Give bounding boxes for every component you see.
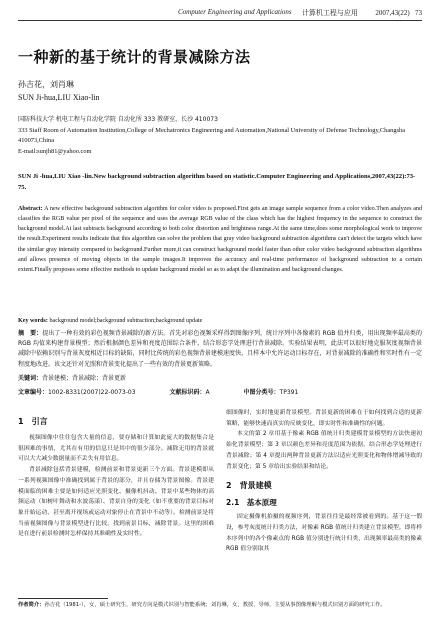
authors-cn: 孙吉花，刘肖琳 [18, 80, 74, 89]
abstract-cn-text: 提出了一种有效的彩色视频背景减除的新方法。首先对彩色视频采样得到图像序列，统计序列中各像素的 RGB 值并归类，用出现频率最高类的 RGB 均值来构建背景模型；然后根据颜色差异和亮度范围综合条件，结合形态学处理进行背景减除。实验结果表明，此法可以很好地克服灰度视频背景减除中依赖识别与背景灰度相近目标的缺陷，同时比传统的彩色视频背景建模速度快，且样本中允许运动目标存在，对背景减除的准确性和实时性有一定程度地改进。该文还针对光照和背景变化提出了一些有效的背景更新策略。 [18, 330, 422, 368]
article-number: 文章编号：1002-8331(2007)22-0073-03 [18, 389, 136, 396]
abstract-en [18, 204, 422, 275]
document-code: 文献标识码：A [169, 389, 210, 396]
footnote [18, 601, 422, 609]
issue-and-page [302, 8, 422, 18]
abstract-en-label: Abstract: [18, 206, 43, 212]
abstract-cn [18, 329, 422, 370]
authors-en: SUN Ji-hua,LIU Xiao-lin [18, 93, 100, 102]
intro-paragraph-2: 背景减除包括背景建模，检测前景和背景更新三个方面。背景建模即从一系列视频图像中准确找到属于背景的部分，并且存储为背景图像。背景建模面临的困难主要是如何适应光照变化、摄像机抖动、背景中某些物体的高频运动（如树叶舞动和水波荡漾）、背景自身的变化（如不重要的背景目标对象开始运动，甚至离开视场或运动对象停止在背景中不动等）。检测前景是将当前视频图像与背景模型进行比较，找到前景目标，减除背景。这里的困难是在进行前景检测时怎样保持其准确性及实时性。 [18, 467, 214, 538]
paper-title: 一种新的基于统计的背景减除方法 [18, 48, 251, 66]
affiliation-en: 333 Staff Room of Automation Institution,College of Mechatronics Engineering and Automation,National University of Defense Technology,Changsha 410073,China [18, 126, 406, 144]
keywords-cn-text: 背景建模；背景减除；背景更新 [42, 375, 127, 382]
citation: SUN Ji -hua,LIU Xiao -lin.New background subtraction algorithm based on statistic.Computer Engineering and Applications,2007,43(22):73-75. [18, 173, 416, 191]
affiliation-cn: 国防科技大学 机电工程与自动化学院 自动化所 333 教研室，长沙 410073 [18, 116, 218, 123]
abstract-cn-label: 摘 要： [18, 330, 43, 337]
keywords-cn [18, 374, 422, 384]
section-model-title: 2 背景建模 [226, 481, 272, 491]
classification-number: 中图分类号：TP391 [243, 389, 299, 396]
body-column-right [226, 408, 422, 555]
abstract-en-text: A new effective background subtraction algorithm for color video is proposed.First gets an image sample sequence from a color video.Then analyzes and classifies the RGB value per pixel of the sequence and uses the average RGB value of the class which has the highest frequency in the sequence to construct the background model.At last subtracts background according to both color distortion and brightness range.At the same time,does some morphological work to improve the result.Experiment results indicate that this algorithm can solve the problem that gray video background subtraction algorithms can't detect the targets which have the similar gray intensity compared to background.Further more,it can construct background model faster than other color video background subtraction algorithms and allows presence of moving objects in the sample images.It improves the accuracy and real-time performance of background subtraction to a certain extent.Finally proposes some effective methods to update background model so as to adapt the illumination and background changes. [18, 206, 422, 273]
article-identifiers [18, 387, 422, 396]
keywords-en [18, 316, 422, 326]
issue-number: 2007,43(22) [375, 9, 410, 17]
section-intro-title: 1 引言 [18, 417, 48, 426]
page-number: 73 [415, 9, 422, 17]
subsection-basic-principle: 2.1 基本原理 [226, 498, 277, 508]
footnote-rule [18, 598, 108, 599]
model-paragraph-1: 固定摄像机拍摄的视频序列，背景往往是最经常被看到的。基于这一假设，参考灰度统计归类方法，对像素 RGB 值统计归类建立背景模型。即将样本序列中的各个像素点的 RGB 值分别进行统计归类，出现频率最高类的像素 RGB 值分别取其 [226, 514, 422, 553]
journal-name-cn: 计算机工程与应用 [301, 9, 358, 17]
keywords-en-text: background model;background subtraction;background update [47, 318, 203, 324]
footnote-text: 孙吉花（1981-），女，硕士研究生，研究方向是模式识别与智能系统；刘肖琳，女，教授，导师，主要从事图像理解与模式识别方面的研究工作。 [44, 602, 386, 608]
body-column-left [18, 408, 214, 540]
keywords-en-label: Key words: [18, 318, 48, 324]
header-rule [18, 20, 422, 21]
affiliation [18, 115, 423, 157]
author-email: E-mail:sunjh81@yahoo.com [18, 147, 92, 155]
keywords-cn-label: 关键词： [18, 375, 43, 382]
right-paragraph-1: 细图像时，实时地更新背景模型。背景更新的困难在于如何找到合适的更新策略，能够快速而真实的反映变化，即实时性和准确性的问题。 [226, 410, 422, 427]
intro-paragraph-1: 视频图像中往往包含大量的信息，要存储和计算如此庞大的数据集合是很困难的事情，尤其在有用的信息只是其中的很少部分。减除无用的背景就可以大大减少数据量而不丢失有用信息。 [18, 435, 214, 463]
right-paragraph-2: 本文的第 2 章用基于像素 RGB 值统计归类建模背景模型的方法快速初始化背景模型；第 3 章以颜色差异和亮度范围为依据，结合形态学处理进行背景减除；第 4 章提出两种背景更新方法以适应光照变化和物体增减导致的背景变化；第 5 章给出实验结果和结论。 [226, 431, 422, 470]
footnote-label: 作者简介： [18, 602, 45, 608]
journal-name-en: Computer Engineering and Applications [178, 8, 292, 16]
